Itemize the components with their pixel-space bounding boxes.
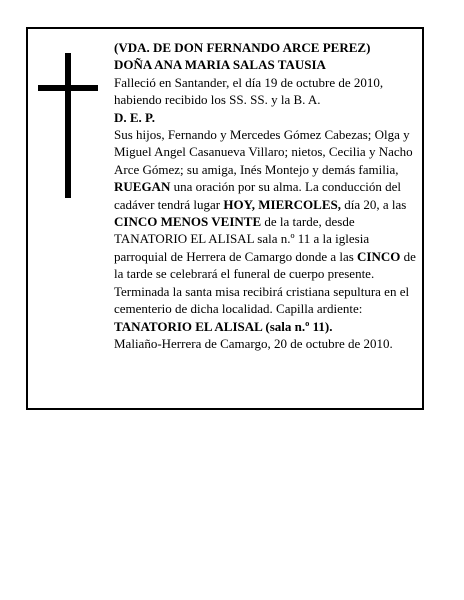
funeral-text-a: una oración por su alma. La conducción del cadáver tendrá lugar <box>114 179 402 212</box>
widow-heading: (VDA. DE DON FERNANDO ARCE PEREZ) <box>114 40 371 55</box>
hoy-miercoles: HOY, MIERCOLES, <box>223 196 341 212</box>
cross-icon-bar <box>38 85 98 91</box>
funeral-details <box>114 178 420 317</box>
dep-line: D. E. P. <box>114 109 156 125</box>
obituary-text <box>114 39 420 352</box>
ruegan-word: RUEGAN <box>114 179 171 195</box>
place-date: Maliaño-Herrera de Camargo, 20 de octubre de 2010. <box>114 335 393 351</box>
funeral-text-c: de la tarde, desde TANATORIO EL ALISAL sala n.º 11 a la iglesia parroquial de Herrera de Camargo donde a las <box>114 214 370 264</box>
obituary-notice <box>26 27 424 410</box>
family-list: Sus hijos, Fernando y Mercedes Gómez Cabezas; Olga y Miguel Angel Casanueva Villaro; nietos, Cecilia y Nacho Arce Gómez; su amiga, Inés Montejo y demás familia, <box>114 127 413 177</box>
cross-icon <box>65 53 71 198</box>
funeral-text-d: de la tarde se celebrará el funeral de cuerpo presente. Terminada la santa misa recibirá cristiana sepultura en el cementerio de dicha localidad. Capilla ardiente: <box>114 248 416 317</box>
death-statement: Falleció en Santander, el día 19 de octubre de 2010, habiendo recibido los SS. SS. y la B. A. <box>114 74 384 108</box>
deceased-name: DOÑA ANA MARIA SALAS TAUSIA <box>114 57 326 73</box>
cinco-time: CINCO <box>357 248 401 264</box>
cinco-menos-veinte: CINCO MENOS VEINTE <box>114 214 262 230</box>
funeral-text-b: día 20, a las <box>341 196 407 212</box>
capilla-ardiente: TANATORIO EL ALISAL (sala n.º 11). <box>114 318 333 334</box>
